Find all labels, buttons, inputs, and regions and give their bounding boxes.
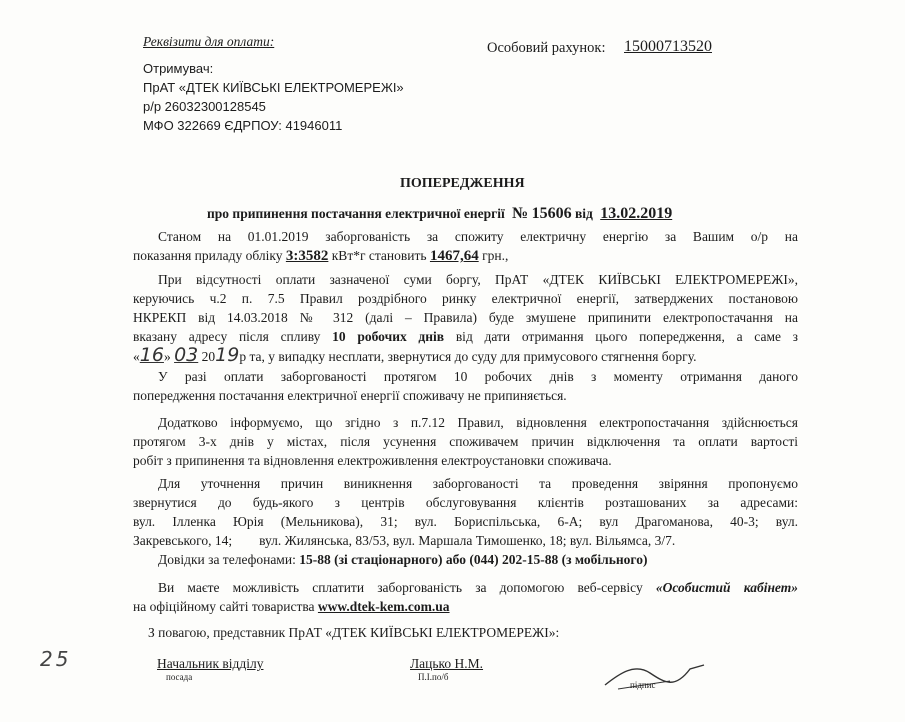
number-prefix: № xyxy=(512,205,529,222)
line: При відсутності оплати зазначеної суми боргу, ПрАТ «ДТЕК КИЇВСЬКІ ЕЛЕКТРОМЕРЕЖІ», xyxy=(158,272,798,287)
line: Станом на 01.01.2019 заборгованість за спожиту електричну енергію за Вашим о/р на xyxy=(158,229,798,244)
payment-details-label: Реквізити для оплати: xyxy=(143,34,275,49)
paragraph-disconnection xyxy=(133,270,798,366)
personal-cabinet: «Особистий кабінет» xyxy=(655,580,798,595)
debt-label: кВт*г становить xyxy=(331,248,427,263)
account-number: 15000713520 xyxy=(624,38,712,55)
meter-label: показання приладу обліку xyxy=(133,248,283,263)
signer-position: Начальник відділу xyxy=(157,656,264,671)
name-caption: П.І.по/б xyxy=(418,672,449,682)
warning-number: 15606 xyxy=(531,205,572,222)
line: керуючись ч.2 п. 7.5 Правил роздрібного ринку електричної енергії, затверджених постановою xyxy=(133,291,798,306)
line: Додатково інформуємо, що згідно з п.7.12 Правил, відновлення електропостачання здійснюється xyxy=(158,415,798,430)
working-days: 10 робочих днів xyxy=(332,329,445,344)
page-title: ПОПЕРЕДЖЕННЯ xyxy=(400,176,525,191)
signer-name: Лацько Н.М. xyxy=(410,656,484,671)
text: на офіційному сайті товариства xyxy=(133,599,315,614)
date-prefix: від xyxy=(574,206,593,221)
recipient-label: Отримувач: xyxy=(143,61,214,76)
text: Ви маєте можливість сплатити заборгованість за допомогою веб-сервісу xyxy=(158,580,643,595)
line: робіт з припинення та відновлення електроживлення електроустановки споживача. xyxy=(133,453,612,468)
bank-account: р/р 26032300128545 xyxy=(143,99,266,114)
line: Закревського, 14; вул. Жилянська, 83/53, вул. Маршала Тимошенко, 18; вул. Вільямса, 3/7. xyxy=(133,533,676,548)
line: НКРЕКП від 14.03.2018 № 312 (далі – Правила) буде змушене припинити електропостачання на xyxy=(133,310,798,325)
subtitle-text: про припинення постачання електричної енергії xyxy=(207,206,505,221)
contacts xyxy=(158,552,647,568)
handwritten-year: 19 xyxy=(215,344,240,366)
text: р та, у випадку несплати, звернутися до суду для примусового стягнення боргу. xyxy=(239,349,697,364)
margin-note: 25 xyxy=(40,647,72,671)
paragraph-service-centers xyxy=(133,474,798,550)
closing: З повагою, представник ПрАТ «ДТЕК КИЇВСЬКІ ЕЛЕКТРОМЕРЕЖІ»: xyxy=(148,625,560,640)
text: « xyxy=(133,349,140,364)
meter-reading: 3:3582 xyxy=(285,248,329,264)
line: звернутися до будь-якого з центрів обслуговування клієнтів розташованих за адресами: xyxy=(133,495,798,510)
handwritten-day: 16 xyxy=(139,344,164,366)
paragraph-payment xyxy=(133,367,798,405)
paragraph-online xyxy=(133,578,798,616)
debt-amount: 1467,64 xyxy=(429,248,479,264)
line: протягом 3-х днів у містах, після усунення споживачем причин відключення та оплати вартості xyxy=(133,434,798,449)
website-link[interactable]: www.dtek-kem.com.ua xyxy=(317,599,450,614)
line xyxy=(133,346,798,366)
currency: грн., xyxy=(482,248,509,263)
line xyxy=(133,597,798,616)
subtitle xyxy=(207,205,672,223)
paragraph-debt xyxy=(133,227,798,266)
contacts-phones: 15-88 (зі стаціонарного) або (044) 202-15-88 (з мобільного) xyxy=(299,552,648,567)
handwritten-month: 03 xyxy=(174,344,199,366)
line: Для уточнення причин виникнення заборгованості та проведення звіряння пропонуємо xyxy=(158,476,798,491)
text: 20 xyxy=(201,349,216,364)
recipient-block xyxy=(143,59,404,135)
account-label: Особовий рахунок: xyxy=(487,40,606,56)
line: попередження постачання електричної енергії споживачу не припиняється. xyxy=(133,388,567,403)
warning-date: 13.02.2019 xyxy=(600,205,673,222)
text: від дати отримання цього попередження, а саме з xyxy=(455,329,799,344)
paragraph-restoration xyxy=(133,413,798,470)
line xyxy=(133,246,798,266)
recipient-name: ПрАТ «ДТЕК КИЇВСЬКІ ЕЛЕКТРОМЕРЕЖІ» xyxy=(143,80,404,95)
contacts-label: Довідки за телефонами: xyxy=(158,552,296,567)
sign-caption: підпис xyxy=(630,680,656,690)
line: У разі оплати заборгованості протягом 10 робочих днів з моменту отримання даного xyxy=(158,369,798,384)
mfo-edrpou: МФО 322669 ЄДРПОУ: 41946011 xyxy=(143,118,343,133)
line: вул. Ілленка Юрія (Мельникова), 31; вул. Бориспільська, 6-А; вул Драгоманова, 40-3; вул. xyxy=(133,514,798,529)
text: вказану адресу після спливу xyxy=(133,329,321,344)
position-caption: посада xyxy=(166,672,193,682)
text: » xyxy=(163,349,171,364)
line xyxy=(133,578,798,597)
